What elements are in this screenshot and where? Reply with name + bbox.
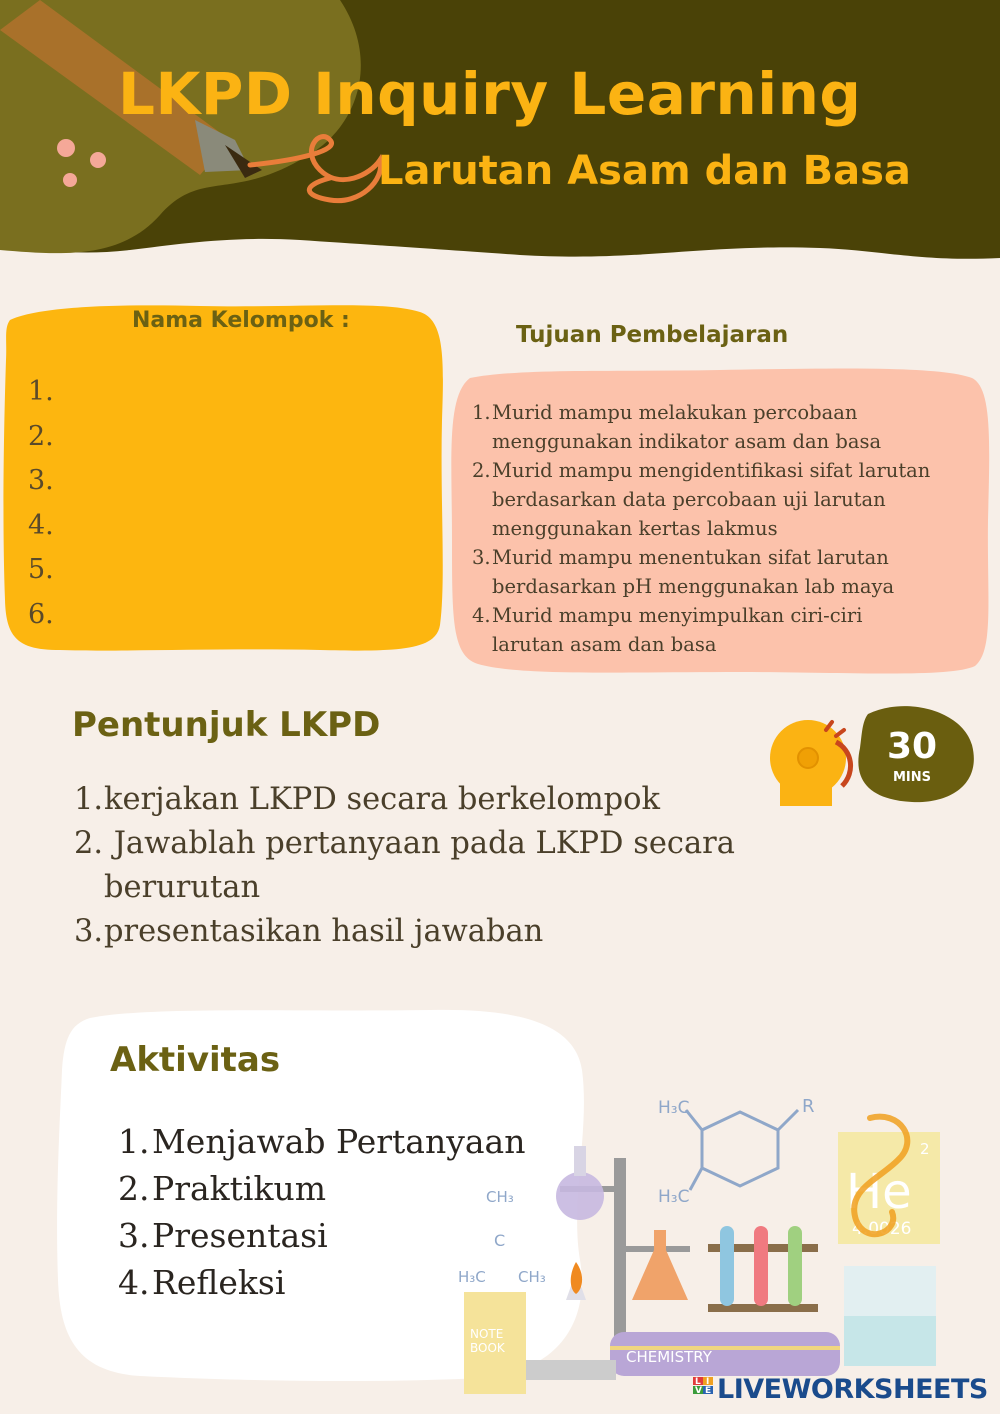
goal-text: Murid mampu melakukan percobaan menggunakan indikator asam dan basa [492,401,882,453]
goal-number: 3. [472,546,491,569]
logo-letter: I [706,1377,710,1387]
goal-number: 2. [472,459,491,482]
activity-text: Menjawab Pertanyaan [152,1122,526,1161]
instruction-number: 1. [74,782,104,817]
group-member-number: 1. [28,376,54,407]
goal-text: Murid mampu mengidentifikasi sifat larutan berdasarkan data percobaan uji larutan menggunakan kertas lakmus [492,459,931,540]
timer-unit: MINS [892,770,932,785]
instruction-item [74,778,774,822]
benzene-structure [686,1110,798,1190]
instruction-item [74,910,774,954]
activity-item [118,1259,525,1306]
liveworksheets-logo [693,1377,713,1396]
goal-item [472,456,992,543]
activity-number: 4. [118,1263,150,1302]
group-member-number: 2. [28,420,54,452]
dot [57,139,75,157]
notebook-label: NOTE [470,1327,504,1341]
activity-item [118,1212,525,1259]
instructions-list [74,778,774,954]
group-label: Nama Kelompok : [132,308,350,333]
group-member-number: 4. [28,509,54,541]
formula-r: R [802,1096,815,1117]
element-mass: 4.0026 [852,1219,912,1239]
activities-heading: Aktivitas [110,1040,281,1080]
goal-number: 4. [472,604,491,627]
formula-ch3: CH₃ [518,1268,546,1286]
activity-text: Presentasi [152,1216,328,1255]
group-member-number: 3. [28,465,54,496]
instructions-heading: Pentunjuk LKPD [72,705,381,745]
group-member-number: 6. [28,598,54,630]
formula-ch3: CH₃ [486,1188,514,1206]
erlenmeyer-flask [632,1230,688,1300]
goals-list [472,398,992,659]
page-title: LKPD Inquiry Learning [118,60,862,128]
instruction-number: 3. [74,914,104,949]
activity-item [118,1165,525,1212]
dot [63,173,77,187]
formula-h3c: H₃C [458,1268,486,1286]
activity-number: 2. [118,1169,150,1208]
activity-item [118,1118,525,1165]
round-flask [556,1172,604,1220]
activities-list [118,1118,525,1306]
dot [90,152,106,168]
group-member-number: 5. [28,554,54,585]
goal-number: 1. [472,401,491,424]
watermark-text[interactable]: LIVEWORKSHEETS [717,1374,988,1405]
activity-number: 3. [118,1216,150,1255]
logo-letter: E [705,1386,712,1396]
goal-item [472,398,992,456]
activity-text: Praktikum [152,1169,327,1208]
instruction-text: presentasikan hasil jawaban [104,914,544,949]
logo-letter: L [695,1377,701,1387]
instruction-item [74,822,774,910]
group-box [3,305,442,650]
goals-label: Tujuan Pembelajaran [516,322,789,348]
instruction-text: Jawablah pertanyaan pada LKPD secara berurutan [104,826,735,905]
group-member-list [28,370,54,637]
goal-text: Murid mampu menentukan sifat larutan berdasarkan pH menggunakan lab maya [492,546,895,598]
test-tube [754,1226,768,1306]
goal-item [472,543,992,601]
formula-c: C [494,1231,506,1250]
instruction-number: 2. [74,826,104,861]
timer-value: 30 [886,726,938,767]
formula-h3c: H₃C [658,1098,690,1118]
notebook-label: BOOK [470,1341,505,1355]
activity-text: Refleksi [152,1263,286,1302]
element-number: 2 [920,1140,930,1158]
book-label: CHEMISTRY [626,1348,712,1366]
instruction-text: kerjakan LKPD secara berkelompok [104,782,660,817]
formula-h3c: H₃C [658,1187,690,1207]
activity-number: 1. [118,1122,150,1161]
goal-text: Murid mampu menyimpulkan ciri-ciri larutan asam dan basa [492,604,863,656]
test-tube [720,1226,734,1306]
goal-item [472,601,992,659]
test-tube [788,1226,802,1306]
logo-letter: V [695,1386,702,1396]
element-symbol: He [846,1164,912,1220]
page-subtitle: Larutan Asam dan Basa [378,148,911,194]
